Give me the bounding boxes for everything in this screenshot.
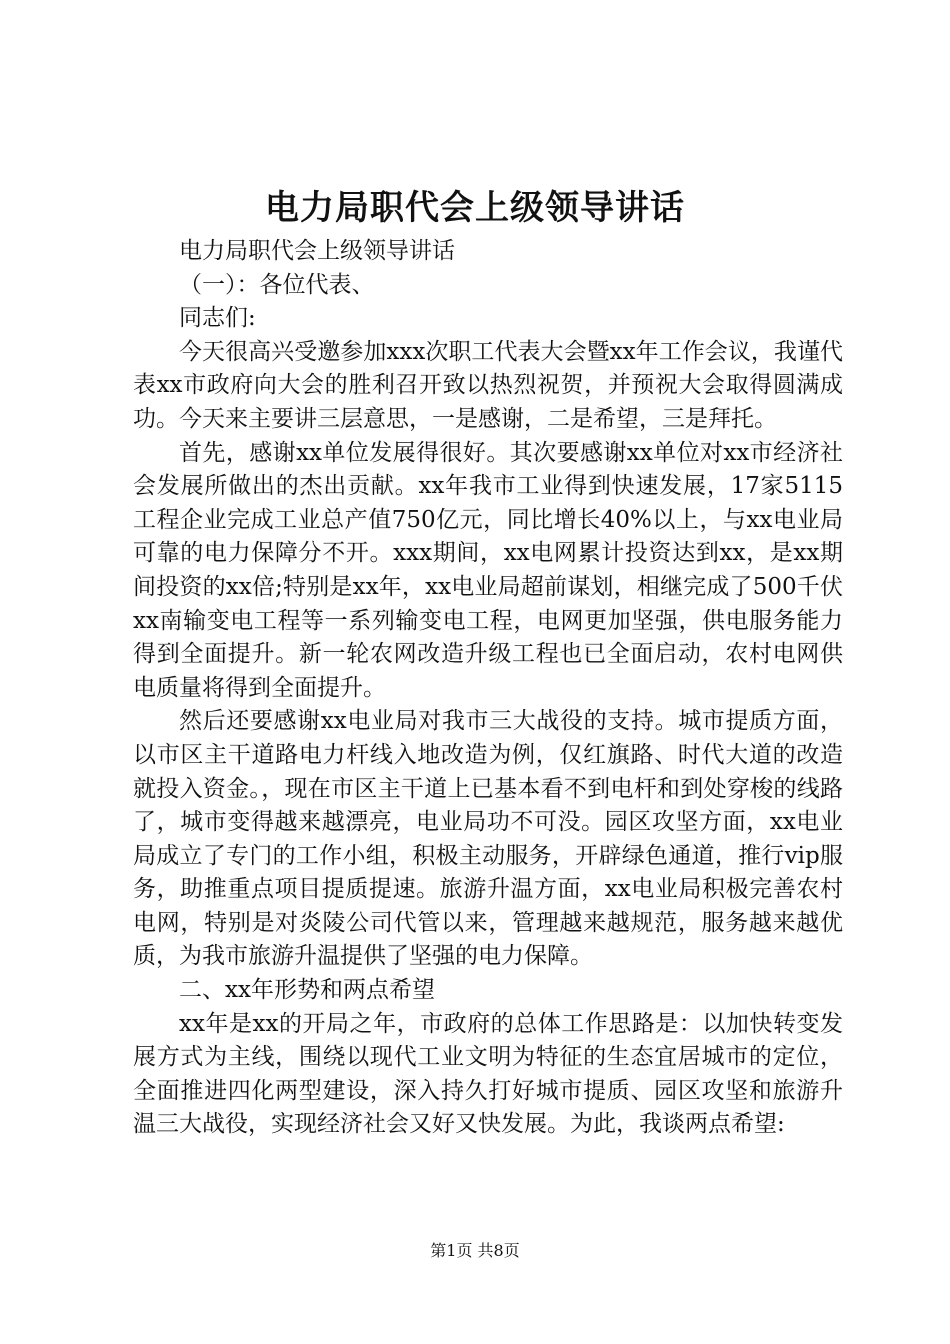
section-heading: 二、xx年形势和两点希望 <box>179 977 435 1004</box>
document-body <box>133 235 843 1142</box>
paragraph-outlook: xx年是xx的开局之年，市政府的总体工作思路是：以加快转变发展方式为主线，围绕以现代工业文明为特征的生态宜居城市的定位，全面推进四化两型建设，深入持久打好城市提质、园区攻坚和旅游升温三大战役，实现经济社会又好又快发展。为此，我谈两点希望: <box>133 1010 843 1138</box>
paragraph-subtitle: 电力局职代会上级领导讲话 <box>179 238 455 264</box>
paragraph-thanks-development: 首先，感谢xx单位发展得很好。其次要感谢xx单位对xx市经济社会发展所做出的杰出贡献。xx年我市工业得到快速发展，17家5115工程企业完成工业总产值750亿元，同比增长40%以上，与xx电业局可靠的电力保障分不开。xxx期间，xx电网累计投资达到xx，是xx期间投资的xx倍;特别是xx年，xx电业局超前谋划，相继完成了500千伏xx南输变电工程等一系列输变电工程，电网更加坚强，供电服务能力得到全面提升。新一轮农网改造升级工程也已全面启动，农村电网供电质量将得到全面提升。 <box>133 439 843 701</box>
page-footer: 第1页 共8页 <box>430 1241 520 1260</box>
paragraph-salutation-1: （一）：各位代表、 <box>179 271 375 298</box>
paragraph-opening: 今天很高兴受邀参加xxx次职工代表大会暨xx年工作会议，我谨代表xx市政府向大会的胜利召开致以热烈祝贺，并预祝大会取得圆满成功。今天来主要讲三层意思，一是感谢，二是希望，三是拜托。 <box>133 338 843 432</box>
paragraph-salutation-2: 同志们: <box>179 305 256 332</box>
page-title: 电力局职代会上级领导讲话 <box>265 188 685 228</box>
paragraph-thanks-campaigns: 然后还要感谢xx电业局对我市三大战役的支持。城市提质方面，以市区主干道路电力杆线入地改造为例，仅红旗路、时代大道的改造就投入资金。，现在市区主干道上已基本看不到电杆和到处穿梭的线路了，城市变得越来越漂亮，电业局功不可没。园区攻坚方面，xx电业局成立了专门的工作小组，积极主动服务，开辟绿色通道，推行vip服务，助推重点项目提质提速。旅游升温方面，xx电业局积极完善农村电网，特别是对炎陵公司代管以来，管理越来越规范，服务越来越优质，为我市旅游升温提供了坚强的电力保障。 <box>133 708 843 970</box>
